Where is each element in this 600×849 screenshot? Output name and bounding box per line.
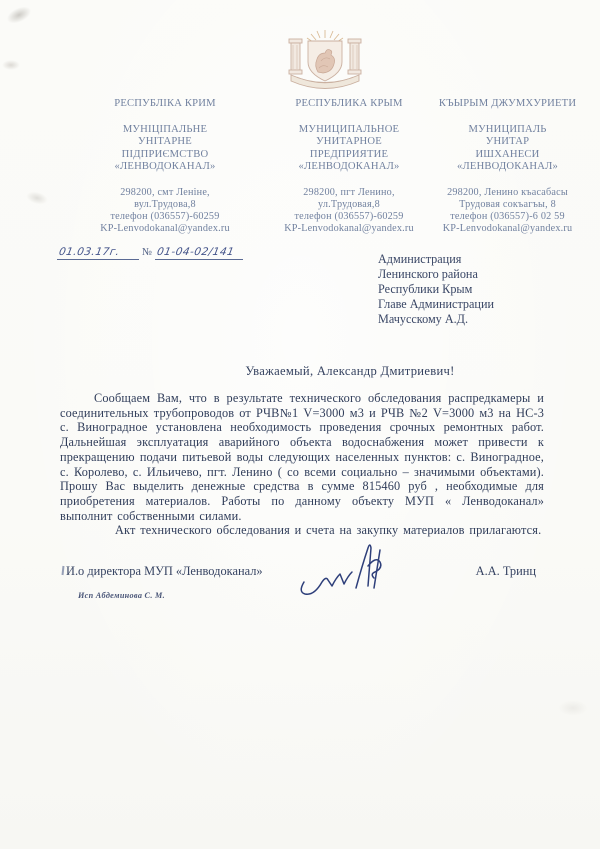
org-name-line: ИШХАНЕСИ: [475, 148, 540, 160]
reference-line: [57, 246, 243, 260]
address-line: телефон (036557)-6 02 59: [450, 211, 565, 223]
address-line: 298200, пгт Ленино,: [303, 186, 395, 198]
scan-smudge: [558, 700, 588, 716]
email-address: KP-Lenvodokanal@yandex.ru: [100, 223, 230, 235]
addressee-line: Главе Администрации: [378, 297, 494, 311]
address-line: 298200, Ленино къасабасы: [447, 186, 568, 198]
addressee-line: Ленинского района: [378, 267, 478, 281]
address-line: Трудовая сокъагъы, 8: [459, 198, 556, 210]
addressee-name: Мачусскому А.Д.: [378, 312, 469, 326]
addressee-line: Республики Крым: [378, 282, 473, 296]
signer-name: А.А. Тринц: [475, 564, 536, 578]
signer-title: И.о директора МУП «Ленводоканал»: [66, 564, 263, 578]
handwritten-signature: [298, 536, 410, 602]
address-line: телефон (036557)-60259: [110, 211, 220, 223]
org-name-line: ПРЕДПРИЯТИЕ: [309, 148, 389, 160]
region-title: РЕСПУБЛИКА КРЫМ: [295, 98, 403, 109]
letterhead-column-crimean-tatar: [425, 98, 590, 236]
email-address: KP-Lenvodokanal@yandex.ru: [442, 223, 573, 235]
handwritten-outgoing-number: 01-04-02/141: [155, 246, 243, 260]
crimea-coat-of-arms-icon: [283, 28, 367, 94]
org-address: [425, 187, 590, 236]
letterhead-column-ukrainian: [70, 98, 260, 236]
handwritten-date: 01.03.17г.: [57, 246, 139, 260]
org-name-line: МУНИЦИПАЛЬ: [468, 123, 547, 135]
address-line: ул.Трудовая,8: [318, 198, 380, 210]
org-name-line: УНИТАР: [485, 136, 530, 147]
address-line: вул.Трудова,8: [134, 198, 196, 210]
address-line: телефон (036557)-60259: [294, 211, 404, 223]
region-title: РЕСПУБЛІКА КРИМ: [114, 98, 216, 109]
org-name-line: «ЛЕНВОДОКАНАЛ»: [298, 161, 400, 172]
body-paragraph: Сообщаем Вам, что в результате технического обследования распредкамеры и соединительных трубопроводов от РЧВ№1 V=3000 м3 и РЧВ №2 V=3000 м3 на НС-3 с. Виноградное установлена необходимость проведения срочных ремонтных работ. Дальнейшая эксплуатация аварийного объекта водоснабжения может привести к прекращению подачи питьевой воды следующих населенных пунктов: с. Виноградное, с. Королево, с. Ильичево, пгт. Ленино ( со всеми социально – значимыми объектами). Прошу Вас выделить денежные средства в сумме 815460 руб , необходимые для приобретения материалов. Работы по данному объекту МУП « Ленводоканал» выполнит собственными силами.: [60, 391, 544, 523]
org-name-line: ПІДПРИЄМСТВО: [121, 148, 209, 160]
org-name-line: УНИТАРНОЕ: [316, 136, 382, 147]
region-title: КЪЫРЫМ ДЖУМХУРИЕТИ: [438, 98, 577, 109]
executor-note: Исп Абдеминова С. М.: [78, 591, 165, 600]
letterhead-column-russian: [265, 98, 433, 236]
addressee-line: Администрация: [378, 252, 462, 266]
org-name-line: МУНІЦІПАЛЬНЕ: [122, 123, 208, 135]
addressee-block: [378, 252, 494, 327]
org-name-line: УНІТАРНЕ: [138, 136, 192, 147]
body-paragraph: Акт технического обследования и счета на закупку материалов прилагаются.: [115, 523, 542, 538]
scan-smudge: [4, 3, 33, 27]
org-address: [265, 187, 433, 236]
number-sign: №: [142, 247, 153, 258]
org-address: [70, 187, 260, 236]
salutation: Уважаемый, Александр Дмитриевич!: [245, 364, 455, 378]
scan-smudge: [25, 189, 49, 206]
scan-smudge: [2, 60, 20, 70]
org-name-line: «ЛЕНВОДОКАНАЛ»: [114, 161, 216, 172]
org-name-line: МУНИЦИПАЛЬНОЕ: [298, 123, 400, 135]
org-name-line: «ЛЕНВОДОКАНАЛ»: [457, 161, 558, 172]
address-line: 298200, смт Леніне,: [120, 186, 210, 198]
stray-pen-mark: [62, 566, 65, 575]
letter-body: [60, 391, 544, 538]
email-address: KP-Lenvodokanal@yandex.ru: [284, 223, 414, 235]
